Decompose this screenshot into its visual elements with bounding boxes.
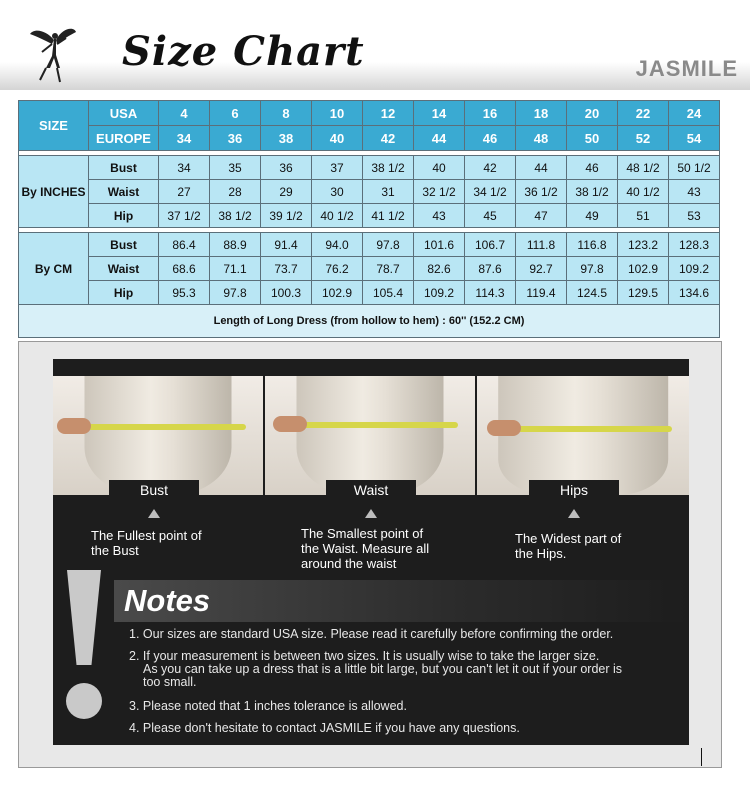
measurement-value: 88.9: [210, 233, 261, 257]
inches-section: [19, 156, 720, 228]
up-triangle-icon: [365, 509, 377, 518]
measurement-value: 41 1/2: [363, 204, 414, 228]
measurement-value: 49: [567, 204, 618, 228]
measurement-value: 73.7: [261, 257, 312, 281]
measurement-value: 102.9: [312, 281, 363, 305]
measurement-value: 46: [567, 156, 618, 180]
measurement-value: 87.6: [465, 257, 516, 281]
measurement-value: 97.8: [363, 233, 414, 257]
usa-size: 18: [516, 101, 567, 126]
measurement-value: 28: [210, 180, 261, 204]
measurement-name: Waist: [89, 180, 159, 204]
measurement-row: [19, 257, 720, 281]
measurement-value: 111.8: [516, 233, 567, 257]
measurement-name: Hip: [89, 281, 159, 305]
note-1: 1. Our sizes are standard USA size. Please read it carefully before confirming the order.: [129, 627, 614, 641]
europe-size: 52: [618, 126, 669, 151]
europe-label: EUROPE: [89, 126, 159, 151]
measurement-value: 38 1/2: [210, 204, 261, 228]
usa-size: 4: [159, 101, 210, 126]
measurement-value: 78.7: [363, 257, 414, 281]
measurement-value: 43: [414, 204, 465, 228]
measurement-value: 97.8: [210, 281, 261, 305]
measurement-value: 119.4: [516, 281, 567, 305]
europe-size: 44: [414, 126, 465, 151]
measurement-value: 109.2: [669, 257, 720, 281]
fairy-logo-icon: [26, 22, 80, 84]
page-title: Size Chart: [122, 28, 365, 75]
measurement-value: 34 1/2: [465, 180, 516, 204]
corner-tick: [701, 748, 702, 766]
length-row: [19, 305, 720, 338]
measurement-value: 44: [516, 156, 567, 180]
measurement-value: 43: [669, 180, 720, 204]
usa-label: USA: [89, 101, 159, 126]
measurement-value: 50 1/2: [669, 156, 720, 180]
header: [0, 0, 750, 92]
measurement-value: 123.2: [618, 233, 669, 257]
unit-group-label: By CM: [19, 233, 89, 305]
measurement-value: 37: [312, 156, 363, 180]
europe-size: 54: [669, 126, 720, 151]
measurement-value: 82.6: [414, 257, 465, 281]
notes-title: Notes: [124, 583, 211, 618]
usa-size: 8: [261, 101, 312, 126]
europe-size: 38: [261, 126, 312, 151]
bust-description: The Fullest point of the Bust: [91, 528, 202, 558]
measurement-value: 38 1/2: [363, 156, 414, 180]
measurement-value: 95.3: [159, 281, 210, 305]
length-note: Length of Long Dress (from hollow to hem) : 60'' (152.2 CM): [19, 305, 720, 338]
measurement-value: 29: [261, 180, 312, 204]
measurement-value: 102.9: [618, 257, 669, 281]
measurement-value: 27: [159, 180, 210, 204]
measurement-value: 38 1/2: [567, 180, 618, 204]
measurement-value: 32 1/2: [414, 180, 465, 204]
europe-size: 46: [465, 126, 516, 151]
measurement-value: 109.2: [414, 281, 465, 305]
measurement-value: 37 1/2: [159, 204, 210, 228]
measurement-value: 129.5: [618, 281, 669, 305]
measurement-value: 53: [669, 204, 720, 228]
europe-size: 36: [210, 126, 261, 151]
usa-size: 10: [312, 101, 363, 126]
measurement-value: 31: [363, 180, 414, 204]
europe-size: 48: [516, 126, 567, 151]
measurement-value: 36: [261, 156, 312, 180]
measurement-value: 124.5: [567, 281, 618, 305]
measurement-value: 97.8: [567, 257, 618, 281]
measurement-row: [19, 180, 720, 204]
usa-size: 22: [618, 101, 669, 126]
measurement-name: Waist: [89, 257, 159, 281]
measurement-value: 68.6: [159, 257, 210, 281]
measurement-row: [19, 281, 720, 305]
measurement-value: 76.2: [312, 257, 363, 281]
measurement-value: 101.6: [414, 233, 465, 257]
hips-description: The Widest part of the Hips.: [515, 531, 622, 561]
measurement-value: 34: [159, 156, 210, 180]
up-triangle-icon: [568, 509, 580, 518]
bust-label: Bust: [109, 480, 199, 500]
europe-size: 42: [363, 126, 414, 151]
waist-description: The Smallest point of the Waist. Measure all around the waist: [301, 526, 430, 571]
measurement-name: Bust: [89, 156, 159, 180]
size-header: SIZE: [19, 101, 89, 151]
measurement-value: 42: [465, 156, 516, 180]
hips-label: Hips: [529, 480, 619, 500]
europe-size: 40: [312, 126, 363, 151]
size-table: [18, 100, 720, 338]
waist-photo: [265, 376, 475, 495]
measurement-value: 30: [312, 180, 363, 204]
measurement-name: Hip: [89, 204, 159, 228]
measurement-value: 91.4: [261, 233, 312, 257]
hips-photo: [477, 376, 689, 495]
measurement-value: 106.7: [465, 233, 516, 257]
europe-row: [19, 126, 720, 151]
usa-size: 24: [669, 101, 720, 126]
note-4: 4. Please don't hesitate to contact JASMILE if you have any questions.: [129, 721, 520, 735]
waist-label: Waist: [326, 480, 416, 500]
measurement-value: 134.6: [669, 281, 720, 305]
note-2: 2. If your measurement is between two sizes. It is usually wise to take the larger size. As you can take up a dress that is a little bit large, but you can't let it out if your order is too small.: [129, 649, 623, 689]
usa-size: 14: [414, 101, 465, 126]
measurement-value: 36 1/2: [516, 180, 567, 204]
measurement-value: 94.0: [312, 233, 363, 257]
measurement-value: 39 1/2: [261, 204, 312, 228]
unit-group-label: By INCHES: [19, 156, 89, 228]
bust-photo: [53, 376, 263, 495]
measurement-row: [19, 156, 720, 180]
measurement-value: 86.4: [159, 233, 210, 257]
exclamation-dot-icon: [66, 683, 102, 719]
up-triangle-icon: [148, 509, 160, 518]
measurement-value: 47: [516, 204, 567, 228]
usa-size: 20: [567, 101, 618, 126]
usa-size: 12: [363, 101, 414, 126]
usa-row: [19, 101, 720, 126]
measurement-value: 116.8: [567, 233, 618, 257]
usa-size: 16: [465, 101, 516, 126]
measurement-value: 48 1/2: [618, 156, 669, 180]
usa-size: 6: [210, 101, 261, 126]
measurement-value: 71.1: [210, 257, 261, 281]
measurement-value: 40 1/2: [312, 204, 363, 228]
europe-size: 34: [159, 126, 210, 151]
measurement-row: [19, 204, 720, 228]
measurement-panel: [18, 341, 722, 768]
measurement-value: 35: [210, 156, 261, 180]
measurement-value: 105.4: [363, 281, 414, 305]
measurement-value: 114.3: [465, 281, 516, 305]
measurement-value: 40 1/2: [618, 180, 669, 204]
note-3: 3. Please noted that 1 inches tolerance is allowed.: [129, 699, 407, 713]
cm-section: [19, 233, 720, 305]
measurement-value: 40: [414, 156, 465, 180]
brand-name: JASMILE: [635, 56, 738, 81]
measurement-value: 100.3: [261, 281, 312, 305]
measurement-value: 128.3: [669, 233, 720, 257]
measurement-value: 92.7: [516, 257, 567, 281]
measurement-value: 51: [618, 204, 669, 228]
measurement-value: 45: [465, 204, 516, 228]
measurement-name: Bust: [89, 233, 159, 257]
europe-size: 50: [567, 126, 618, 151]
measurement-row: [19, 233, 720, 257]
